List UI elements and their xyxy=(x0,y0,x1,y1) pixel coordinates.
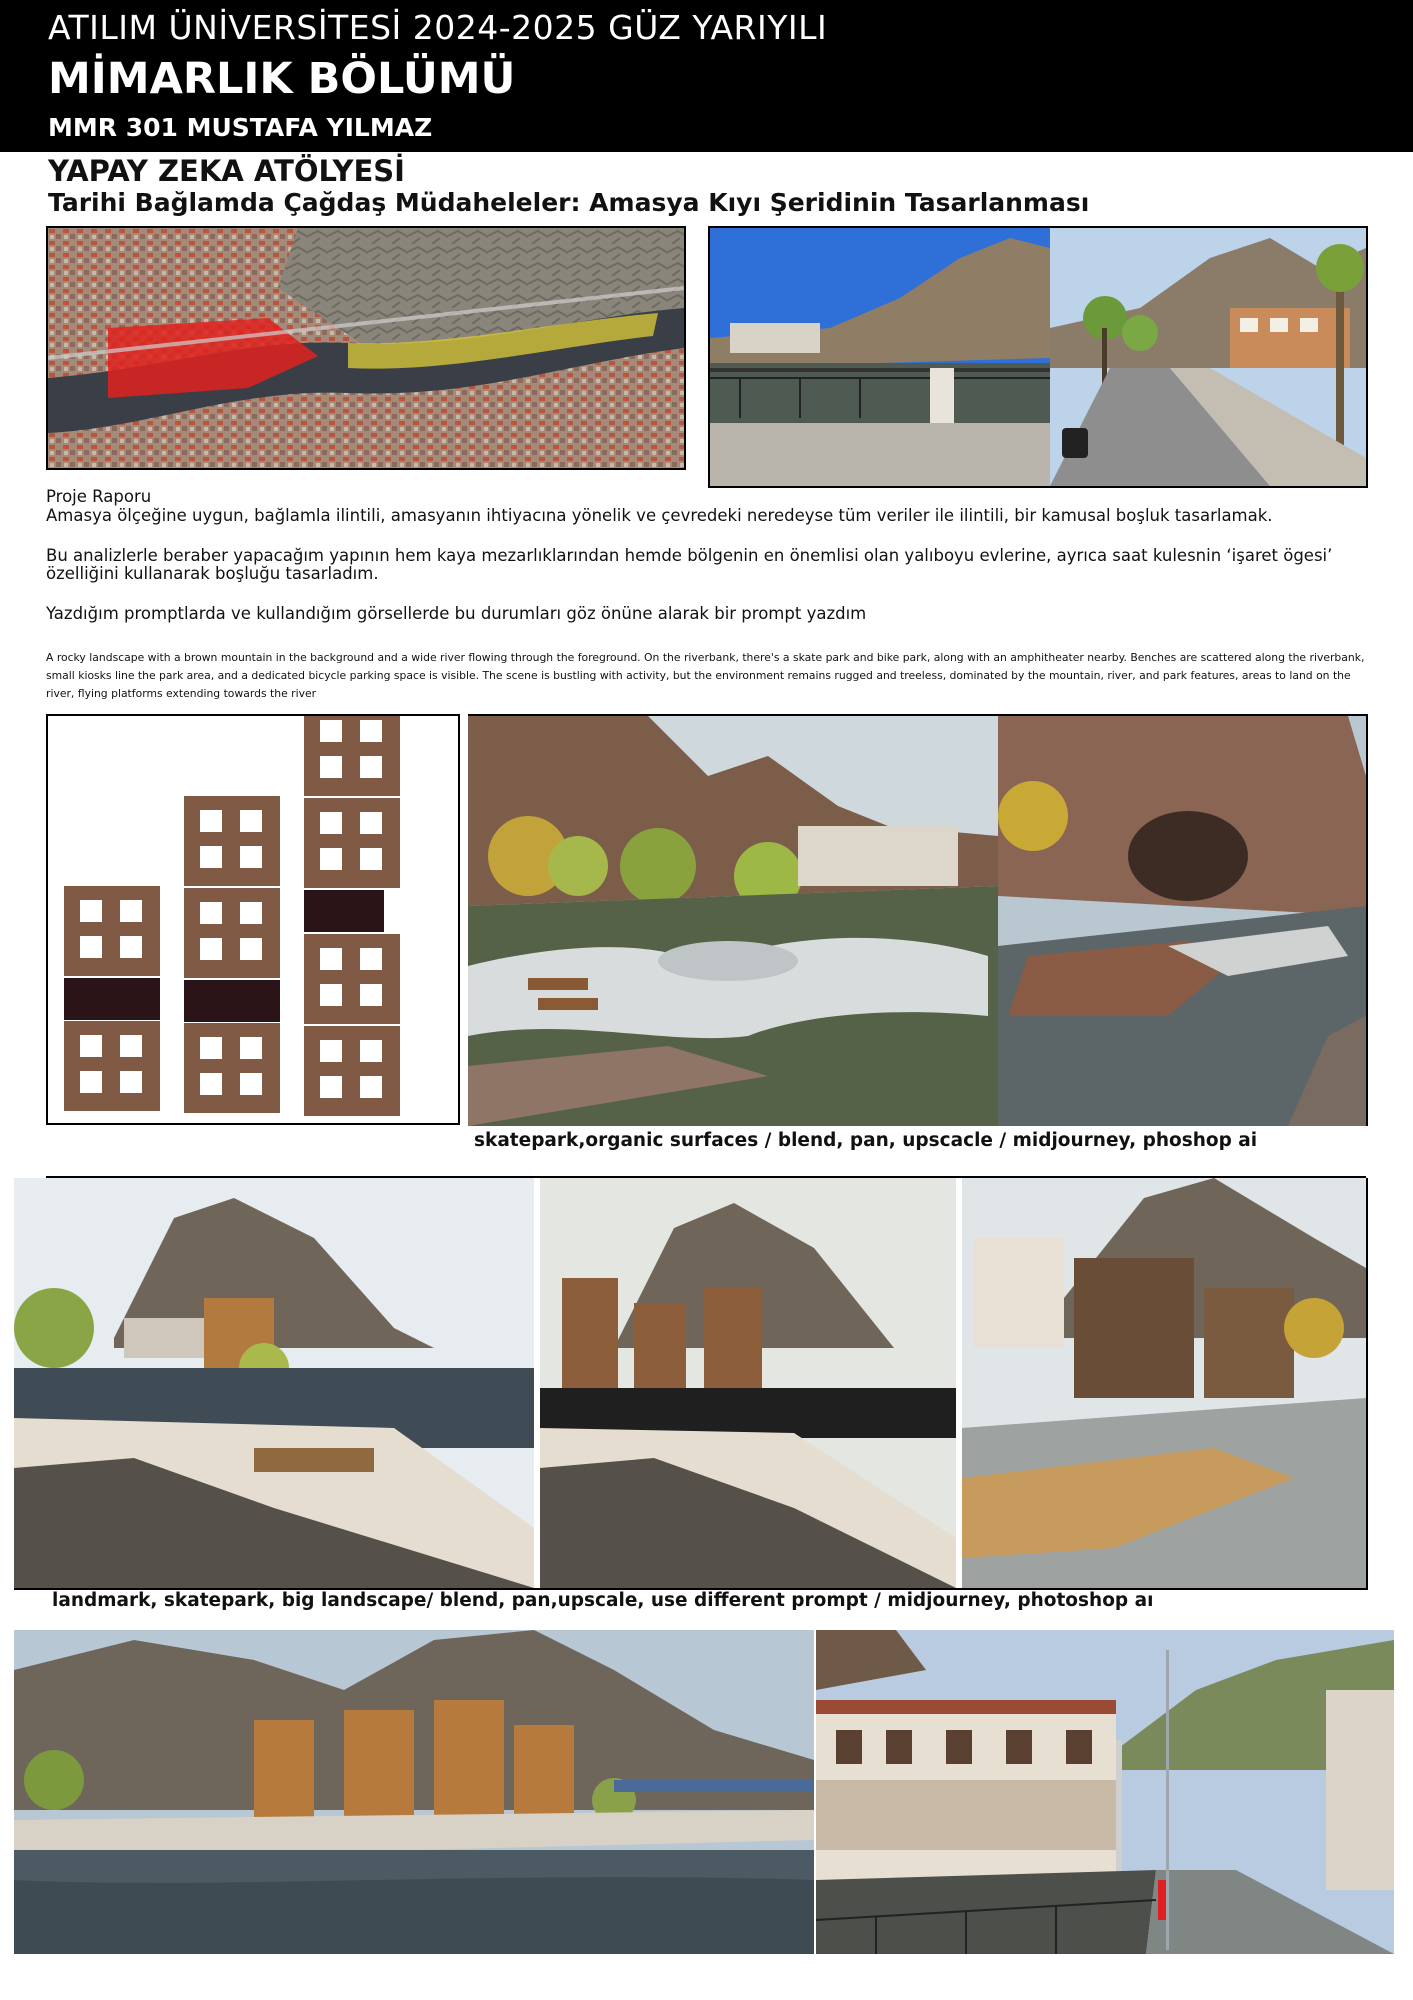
window xyxy=(360,848,382,870)
report-paragraph-1: Amasya ölçeğine uygun, bağlamla ilintili, amasyanın ihtiyacına yönelik ve çevredeki neredeyse tüm veriler ile ilintili, bir kamusal boşluk tasarlamak. xyxy=(46,506,1273,525)
river-street-photos xyxy=(708,226,1368,488)
workshop-subtitle: Tarihi Bağlamda Çağdaş Müdaheleler: Amasya Kıyı Şeridinin Tasarlanması xyxy=(48,188,1090,217)
void-floor xyxy=(64,978,160,1020)
building-module xyxy=(64,1021,160,1111)
report-label: Proje Raporu xyxy=(46,487,152,506)
window xyxy=(120,900,142,922)
building-module xyxy=(184,1023,280,1113)
window xyxy=(360,812,382,834)
window xyxy=(360,1076,382,1098)
window xyxy=(240,902,262,924)
window xyxy=(320,812,342,834)
landmark-renders xyxy=(14,1178,1368,1590)
window xyxy=(320,1076,342,1098)
window xyxy=(240,1073,262,1095)
building-module xyxy=(64,886,160,976)
window xyxy=(240,810,262,832)
building-module xyxy=(184,888,280,978)
void-floor xyxy=(304,890,384,932)
window xyxy=(360,756,382,778)
window xyxy=(200,810,222,832)
window xyxy=(360,948,382,970)
window xyxy=(120,936,142,958)
window xyxy=(200,938,222,960)
void-floor xyxy=(184,980,280,1022)
course-student: MMR 301 MUSTAFA YILMAZ xyxy=(48,113,433,142)
window xyxy=(240,1037,262,1059)
caption-skatepark: skatepark,organic surfaces / blend, pan, upscacle / midjourney, phoshop ai xyxy=(474,1130,1258,1151)
building-module xyxy=(304,798,400,888)
window xyxy=(80,936,102,958)
window xyxy=(240,846,262,868)
window xyxy=(320,948,342,970)
window xyxy=(320,984,342,1006)
window xyxy=(320,1040,342,1062)
window xyxy=(120,1071,142,1093)
skatepark-renders xyxy=(468,714,1368,1126)
building-module xyxy=(304,934,400,1024)
report-paragraph-2: Bu analizlerle beraber yapacağım yapının hem kaya mezarlıklarından hemde bölgenin en önemlisi olan yalıboyu evlerine, ayrıca saat kulesnin ‘işaret ögesi’ özelliğini kullanarak boşluğu tasarladım. xyxy=(46,546,1333,583)
window xyxy=(320,848,342,870)
building-module xyxy=(304,716,400,796)
window xyxy=(360,720,382,742)
building-module xyxy=(184,796,280,886)
window xyxy=(200,902,222,924)
prompt-text: A rocky landscape with a brown mountain in the background and a wide river flowing through the foreground. On the riverbank, there's a skate park and bike park, along with an amphitheater nearby. Benches are scattered along the riverbank, small kiosks line the park area, and a dedicated bicycle parking space is visible. The scene is bustling with activity, but the environment remains rugged and treeless, dominated by the mountain, river, and park features, areas to land on the river, flying platforms extending towards the river xyxy=(46,651,1365,700)
report-paragraph-3: Yazdığım promptlarda ve kullandığım görsellerde bu durumları göz önüne alarak bir prompt yazdım xyxy=(46,604,867,623)
building-blocks-diagram xyxy=(46,714,460,1125)
window xyxy=(360,984,382,1006)
window xyxy=(80,1035,102,1057)
window xyxy=(360,1040,382,1062)
window xyxy=(200,1073,222,1095)
window xyxy=(200,1037,222,1059)
window xyxy=(200,846,222,868)
yaliboyu-houses-photo xyxy=(816,1630,1394,1954)
building-module xyxy=(304,1026,400,1116)
window xyxy=(320,720,342,742)
aerial-site-map xyxy=(46,226,686,470)
window xyxy=(240,938,262,960)
header-banner xyxy=(0,0,1413,152)
window xyxy=(80,1071,102,1093)
waterfront-render xyxy=(14,1630,814,1954)
university-semester: ATILIM ÜNİVERSİTESİ 2024-2025 GÜZ YARIYILI xyxy=(48,8,828,47)
workshop-title: YAPAY ZEKA ATÖLYESİ xyxy=(48,154,405,188)
window xyxy=(80,900,102,922)
window xyxy=(120,1035,142,1057)
department-title: MİMARLIK BÖLÜMÜ xyxy=(48,54,516,104)
window xyxy=(320,756,342,778)
caption-landmark: landmark, skatepark, big landscape/ blend, pan,upscale, use different prompt / midjourney, photoshop aı xyxy=(52,1590,1154,1611)
